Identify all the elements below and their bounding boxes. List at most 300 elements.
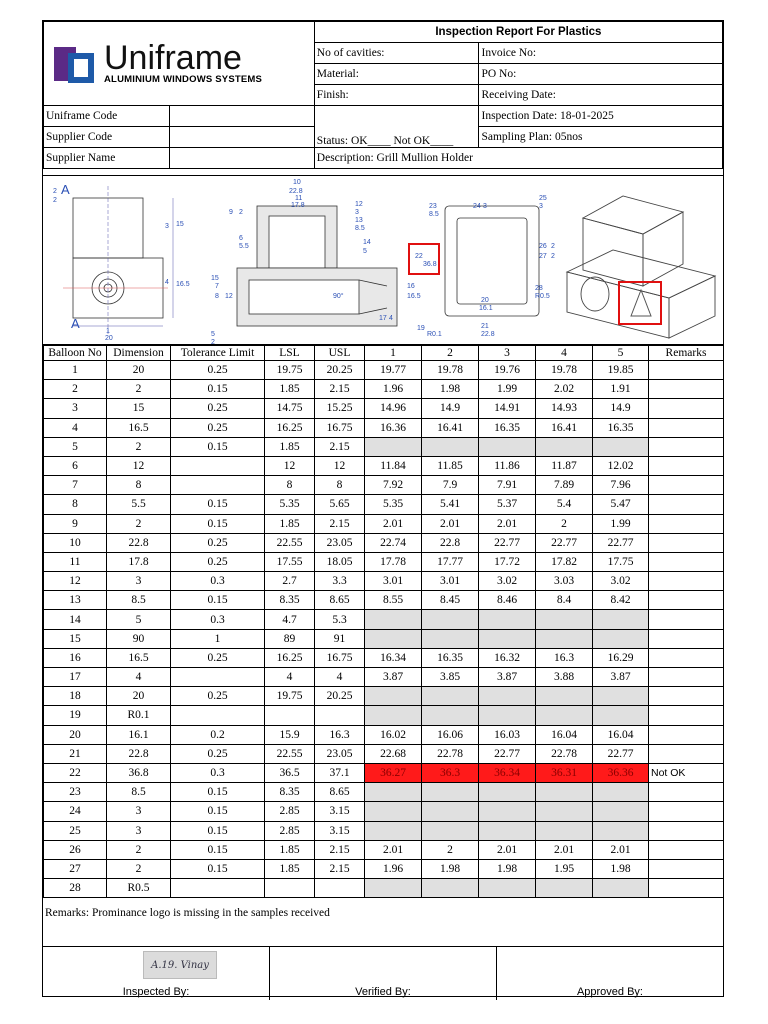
- table-row: [44, 399, 724, 418]
- cell-sample-3: [479, 879, 536, 898]
- cell-dim: 22.8: [107, 744, 171, 763]
- uniframe-code-label: Uniframe Code: [44, 106, 170, 127]
- svg-text:25: 25: [539, 195, 547, 202]
- table-row: [44, 437, 724, 456]
- svg-text:22.8: 22.8: [289, 188, 303, 195]
- cell-sample-2: [422, 687, 479, 706]
- cell-tol: 0.25: [171, 648, 265, 667]
- cell-lsl: 8: [265, 476, 315, 495]
- table-row: [44, 706, 724, 725]
- verified-by-cell: [270, 947, 497, 1000]
- cell-sample-3: 3.02: [479, 572, 536, 591]
- cell-no: 14: [44, 610, 107, 629]
- cell-sample-2: [422, 610, 479, 629]
- cell-sample-3: [479, 437, 536, 456]
- cell-sample-3: 2.01: [479, 840, 536, 859]
- cell-sample-1: [365, 610, 422, 629]
- supplier-code-value: [169, 127, 314, 148]
- cell-sample-1: 16.34: [365, 648, 422, 667]
- cell-sample-1: 1.96: [365, 380, 422, 399]
- report-header: [43, 21, 723, 169]
- highlight-box-side: [409, 244, 439, 274]
- cell-sample-1: [365, 706, 422, 725]
- cell-sample-3: [479, 706, 536, 725]
- svg-text:3: 3: [483, 203, 487, 210]
- cell-lsl: 1.85: [265, 514, 315, 533]
- cell-sample-5: 22.77: [593, 533, 649, 552]
- cell-lsl: 1.85: [265, 437, 315, 456]
- cell-sample-2: 14.9: [422, 399, 479, 418]
- cell-dim: R0.1: [107, 706, 171, 725]
- cell-usl: 3.15: [315, 821, 365, 840]
- cell-remarks: [649, 380, 724, 399]
- cell-sample-4: 5.4: [536, 495, 593, 514]
- cell-sample-2: 11.85: [422, 456, 479, 475]
- svg-text:16.1: 16.1: [479, 305, 493, 312]
- cell-no: 2: [44, 380, 107, 399]
- cell-dim: 2: [107, 840, 171, 859]
- cell-tol: 0.3: [171, 763, 265, 782]
- cell-sample-1: 2.01: [365, 514, 422, 533]
- svg-text:8.5: 8.5: [355, 225, 365, 232]
- cell-usl: 5.65: [315, 495, 365, 514]
- sampling-plan-field: Sampling Plan: 05nos: [479, 127, 723, 148]
- highlight-box-logo: [619, 282, 661, 324]
- cell-lsl: 4.7: [265, 610, 315, 629]
- cell-sample-2: 22.78: [422, 744, 479, 763]
- svg-text:6: 6: [239, 235, 243, 242]
- cell-sample-2: 16.35: [422, 648, 479, 667]
- cell-tol: [171, 879, 265, 898]
- svg-text:26: 26: [539, 243, 547, 250]
- cell-remarks: [649, 399, 724, 418]
- cell-sample-5: 2.01: [593, 840, 649, 859]
- cell-lsl: 1.85: [265, 859, 315, 878]
- cell-sample-2: [422, 706, 479, 725]
- cell-sample-5: 1.98: [593, 859, 649, 878]
- cell-dim: 5: [107, 610, 171, 629]
- cell-remarks: [649, 476, 724, 495]
- cell-sample-1: 22.68: [365, 744, 422, 763]
- cell-remarks: [649, 629, 724, 648]
- cell-sample-2: 2: [422, 840, 479, 859]
- table-row: [44, 610, 724, 629]
- cell-lsl: 1.85: [265, 380, 315, 399]
- cell-lsl: 89: [265, 629, 315, 648]
- cell-sample-2: 36.3: [422, 763, 479, 782]
- cell-tol: 0.25: [171, 744, 265, 763]
- side-view: [445, 206, 539, 316]
- cell-tol: 0.15: [171, 859, 265, 878]
- svg-text:2: 2: [211, 339, 215, 344]
- svg-text:23: 23: [429, 203, 437, 210]
- svg-text:19: 19: [417, 325, 425, 332]
- cell-dim: 16.5: [107, 648, 171, 667]
- cell-sample-5: [593, 821, 649, 840]
- svg-text:10: 10: [293, 179, 301, 186]
- cell-sample-3: 36.34: [479, 763, 536, 782]
- cell-tol: 0.25: [171, 361, 265, 380]
- cell-sample-3: 11.86: [479, 456, 536, 475]
- svg-text:20: 20: [481, 297, 489, 304]
- cell-no: 16: [44, 648, 107, 667]
- cell-usl: 91: [315, 629, 365, 648]
- cell-dim: 20: [107, 687, 171, 706]
- supplier-name-value: [169, 148, 314, 169]
- table-row: [44, 476, 724, 495]
- cell-usl: 2.15: [315, 840, 365, 859]
- cell-dim: 5.5: [107, 495, 171, 514]
- cell-no: 18: [44, 687, 107, 706]
- cell-usl: 5.3: [315, 610, 365, 629]
- svg-text:2: 2: [551, 253, 555, 260]
- svg-text:7: 7: [215, 283, 219, 290]
- svg-text:20: 20: [105, 335, 113, 342]
- cell-usl: 16.3: [315, 725, 365, 744]
- section-marker-a-bottom: A: [71, 316, 80, 331]
- cell-sample-4: 2.01: [536, 840, 593, 859]
- svg-text:3: 3: [539, 203, 543, 210]
- cell-sample-3: 2.01: [479, 514, 536, 533]
- cell-tol: 0.15: [171, 495, 265, 514]
- cell-sample-3: 5.37: [479, 495, 536, 514]
- cell-usl: 8: [315, 476, 365, 495]
- cell-lsl: [265, 879, 315, 898]
- svg-text:22: 22: [415, 253, 423, 260]
- table-row: [44, 456, 724, 475]
- section-view: [237, 206, 397, 326]
- svg-text:3: 3: [355, 209, 359, 216]
- cell-sample-5: [593, 879, 649, 898]
- remarks-field: Remarks: Prominance logo is missing in the samples received: [43, 905, 723, 947]
- cell-sample-4: [536, 706, 593, 725]
- cell-lsl: 8.35: [265, 783, 315, 802]
- table-row: [44, 418, 724, 437]
- description-field: Description: Grill Mullion Holder: [314, 148, 722, 169]
- svg-text:15: 15: [211, 275, 219, 282]
- cell-sample-5: 1.99: [593, 514, 649, 533]
- cell-sample-5: 16.35: [593, 418, 649, 437]
- cell-sample-2: 8.45: [422, 591, 479, 610]
- po-no-field: PO No:: [479, 64, 723, 85]
- cell-sample-4: [536, 879, 593, 898]
- cell-sample-5: [593, 629, 649, 648]
- cell-sample-4: 2.02: [536, 380, 593, 399]
- cell-lsl: 5.35: [265, 495, 315, 514]
- cell-sample-1: [365, 802, 422, 821]
- svg-text:16: 16: [407, 283, 415, 290]
- cell-remarks: [649, 610, 724, 629]
- cell-lsl: 12: [265, 456, 315, 475]
- material-field: Material:: [314, 64, 479, 85]
- cell-usl: 16.75: [315, 648, 365, 667]
- cell-sample-4: 16.04: [536, 725, 593, 744]
- cell-tol: 0.15: [171, 840, 265, 859]
- signature-row: [43, 947, 723, 1000]
- cell-tol: 1: [171, 629, 265, 648]
- cell-sample-5: 14.9: [593, 399, 649, 418]
- cell-sample-4: 16.3: [536, 648, 593, 667]
- cell-no: 3: [44, 399, 107, 418]
- cell-sample-4: 22.77: [536, 533, 593, 552]
- column-header: Dimension: [107, 346, 171, 361]
- cell-sample-5: 3.02: [593, 572, 649, 591]
- column-header: Balloon No: [44, 346, 107, 361]
- column-header: 5: [593, 346, 649, 361]
- inspector-signature: A.19. Vinay: [143, 951, 217, 979]
- svg-text:4: 4: [389, 315, 393, 322]
- logo-name: Uniframe: [104, 39, 242, 77]
- cell-dim: 4: [107, 668, 171, 687]
- inspected-by-label: Inspected By:: [122, 986, 190, 998]
- supplier-code-label: Supplier Code: [44, 127, 170, 148]
- cell-sample-4: 8.4: [536, 591, 593, 610]
- svg-text:11: 11: [295, 195, 303, 202]
- cell-dim: 2: [107, 437, 171, 456]
- svg-text:15: 15: [176, 221, 184, 228]
- cell-no: 26: [44, 840, 107, 859]
- cell-remarks: [649, 456, 724, 475]
- cell-dim: 8.5: [107, 591, 171, 610]
- cell-sample-4: 14.93: [536, 399, 593, 418]
- cell-sample-3: 16.32: [479, 648, 536, 667]
- cell-sample-3: 8.46: [479, 591, 536, 610]
- cell-no: 15: [44, 629, 107, 648]
- cell-remarks: [649, 572, 724, 591]
- svg-text:R0.5: R0.5: [535, 293, 550, 300]
- cell-lsl: 16.25: [265, 418, 315, 437]
- cell-lsl: 22.55: [265, 533, 315, 552]
- cell-sample-5: [593, 783, 649, 802]
- table-header-row: [44, 346, 724, 361]
- table-row: [44, 495, 724, 514]
- table-row: [44, 763, 724, 782]
- logo-cell: [44, 22, 315, 106]
- section-marker-a-top: A: [61, 182, 70, 197]
- svg-text:24: 24: [473, 203, 481, 210]
- finish-field: Finish:: [314, 85, 479, 106]
- cell-lsl: [265, 706, 315, 725]
- cell-sample-5: 8.42: [593, 591, 649, 610]
- cell-tol: [171, 476, 265, 495]
- cell-lsl: 4: [265, 668, 315, 687]
- cell-sample-2: 17.77: [422, 552, 479, 571]
- cell-no: 10: [44, 533, 107, 552]
- cell-sample-1: 22.74: [365, 533, 422, 552]
- cell-remarks: [649, 361, 724, 380]
- cell-sample-3: 16.35: [479, 418, 536, 437]
- cell-dim: 2: [107, 380, 171, 399]
- cell-sample-3: [479, 610, 536, 629]
- svg-text:8: 8: [215, 293, 219, 300]
- cell-sample-3: [479, 783, 536, 802]
- cell-sample-1: 3.01: [365, 572, 422, 591]
- svg-text:5.5: 5.5: [239, 243, 249, 250]
- cell-usl: 37.1: [315, 763, 365, 782]
- cell-tol: 0.15: [171, 591, 265, 610]
- cell-tol: 0.25: [171, 552, 265, 571]
- inspected-by-cell: [43, 947, 270, 1000]
- cell-sample-1: 36.27: [365, 763, 422, 782]
- cell-no: 28: [44, 879, 107, 898]
- report-title: Inspection Report For Plastics: [314, 22, 722, 43]
- cell-usl: 23.05: [315, 744, 365, 763]
- cell-sample-2: 2.01: [422, 514, 479, 533]
- supplier-name-label: Supplier Name: [44, 148, 170, 169]
- cell-remarks: [649, 552, 724, 571]
- cell-sample-2: [422, 802, 479, 821]
- cell-sample-1: [365, 821, 422, 840]
- cell-sample-1: 16.02: [365, 725, 422, 744]
- cell-dim: 36.8: [107, 763, 171, 782]
- approved-by-cell: [496, 947, 723, 1000]
- cell-sample-2: 1.98: [422, 859, 479, 878]
- table-row: [44, 533, 724, 552]
- cell-dim: 20: [107, 361, 171, 380]
- cell-no: 7: [44, 476, 107, 495]
- cell-lsl: 17.55: [265, 552, 315, 571]
- logo-tagline: ALUMINIUM WINDOWS SYSTEMS: [104, 74, 263, 85]
- cell-usl: 2.15: [315, 380, 365, 399]
- cell-no: 21: [44, 744, 107, 763]
- cell-sample-5: 7.96: [593, 476, 649, 495]
- cell-sample-4: 11.87: [536, 456, 593, 475]
- cell-lsl: 19.75: [265, 361, 315, 380]
- cell-remarks: [649, 495, 724, 514]
- table-row: [44, 744, 724, 763]
- cell-remarks: [649, 437, 724, 456]
- cell-sample-4: [536, 629, 593, 648]
- no-of-cavities-field: No of cavities:: [314, 43, 479, 64]
- cell-tol: 0.15: [171, 514, 265, 533]
- cell-sample-5: [593, 687, 649, 706]
- cell-dim: 2: [107, 514, 171, 533]
- svg-text:14: 14: [363, 239, 371, 246]
- column-header: 1: [365, 346, 422, 361]
- cell-dim: 3: [107, 802, 171, 821]
- cell-remarks: [649, 744, 724, 763]
- cell-dim: 2: [107, 859, 171, 878]
- cell-remarks: [649, 591, 724, 610]
- cell-usl: [315, 706, 365, 725]
- svg-text:2: 2: [53, 197, 57, 204]
- cell-sample-2: 3.85: [422, 668, 479, 687]
- cell-sample-2: 16.06: [422, 725, 479, 744]
- cell-sample-1: 14.96: [365, 399, 422, 418]
- cell-lsl: 15.9: [265, 725, 315, 744]
- cell-lsl: 8.35: [265, 591, 315, 610]
- receiving-date-field: Receiving Date:: [479, 85, 723, 106]
- svg-text:12: 12: [355, 201, 363, 208]
- cell-sample-4: [536, 821, 593, 840]
- cell-no: 17: [44, 668, 107, 687]
- cell-dim: 8: [107, 476, 171, 495]
- cell-no: 5: [44, 437, 107, 456]
- svg-text:17.8: 17.8: [291, 202, 305, 209]
- cell-no: 22: [44, 763, 107, 782]
- cell-sample-3: 3.87: [479, 668, 536, 687]
- cell-no: 27: [44, 859, 107, 878]
- cell-sample-4: 7.89: [536, 476, 593, 495]
- column-header: Tolerance Limit: [171, 346, 265, 361]
- cell-tol: 0.25: [171, 399, 265, 418]
- cell-sample-2: [422, 821, 479, 840]
- table-row: [44, 859, 724, 878]
- table-row: [44, 802, 724, 821]
- cell-remarks: [649, 821, 724, 840]
- cell-lsl: 2.85: [265, 802, 315, 821]
- cell-sample-4: [536, 783, 593, 802]
- svg-text:5: 5: [363, 248, 367, 255]
- cell-sample-3: 22.77: [479, 744, 536, 763]
- svg-text:28: 28: [535, 285, 543, 292]
- cell-sample-1: [365, 783, 422, 802]
- cell-usl: 15.25: [315, 399, 365, 418]
- cell-no: 8: [44, 495, 107, 514]
- cell-dim: 90: [107, 629, 171, 648]
- cell-lsl: 22.55: [265, 744, 315, 763]
- cell-sample-4: [536, 687, 593, 706]
- cell-sample-2: 3.01: [422, 572, 479, 591]
- cell-usl: [315, 879, 365, 898]
- cell-tol: 0.2: [171, 725, 265, 744]
- cell-sample-2: 1.98: [422, 380, 479, 399]
- cell-usl: 16.75: [315, 418, 365, 437]
- uniframe-logo: [46, 39, 312, 85]
- cell-sample-1: [365, 629, 422, 648]
- svg-text:12: 12: [225, 293, 233, 300]
- cell-no: 6: [44, 456, 107, 475]
- cell-dim: 16.5: [107, 418, 171, 437]
- cell-usl: 3.15: [315, 802, 365, 821]
- cell-sample-1: 8.55: [365, 591, 422, 610]
- svg-text:8.5: 8.5: [429, 211, 439, 218]
- svg-text:2: 2: [53, 188, 57, 195]
- cell-sample-3: [479, 802, 536, 821]
- cell-sample-1: 19.77: [365, 361, 422, 380]
- cell-sample-3: 19.76: [479, 361, 536, 380]
- cell-tol: 0.15: [171, 380, 265, 399]
- cell-lsl: 16.25: [265, 648, 315, 667]
- cell-remarks: [649, 514, 724, 533]
- cell-tol: 0.15: [171, 783, 265, 802]
- cell-sample-2: [422, 437, 479, 456]
- cell-sample-1: 5.35: [365, 495, 422, 514]
- cell-sample-5: 3.87: [593, 668, 649, 687]
- cell-tol: [171, 668, 265, 687]
- cell-sample-3: 1.98: [479, 859, 536, 878]
- svg-text:4: 4: [165, 279, 169, 286]
- cell-usl: 18.05: [315, 552, 365, 571]
- cell-lsl: 36.5: [265, 763, 315, 782]
- cell-sample-1: [365, 687, 422, 706]
- cell-lsl: 14.75: [265, 399, 315, 418]
- cell-tol: 0.15: [171, 802, 265, 821]
- column-header: LSL: [265, 346, 315, 361]
- column-header: Remarks: [649, 346, 724, 361]
- table-row: [44, 514, 724, 533]
- table-row: [44, 572, 724, 591]
- inspection-report-sheet: [42, 20, 724, 997]
- prominance-logo-icon: [631, 290, 651, 316]
- uniframe-logo-icon: [54, 45, 98, 83]
- cell-remarks: [649, 879, 724, 898]
- cell-sample-2: 16.41: [422, 418, 479, 437]
- technical-drawing: [43, 176, 723, 344]
- cell-usl: 8.65: [315, 591, 365, 610]
- cell-sample-1: 11.84: [365, 456, 422, 475]
- svg-text:22.8: 22.8: [481, 331, 495, 338]
